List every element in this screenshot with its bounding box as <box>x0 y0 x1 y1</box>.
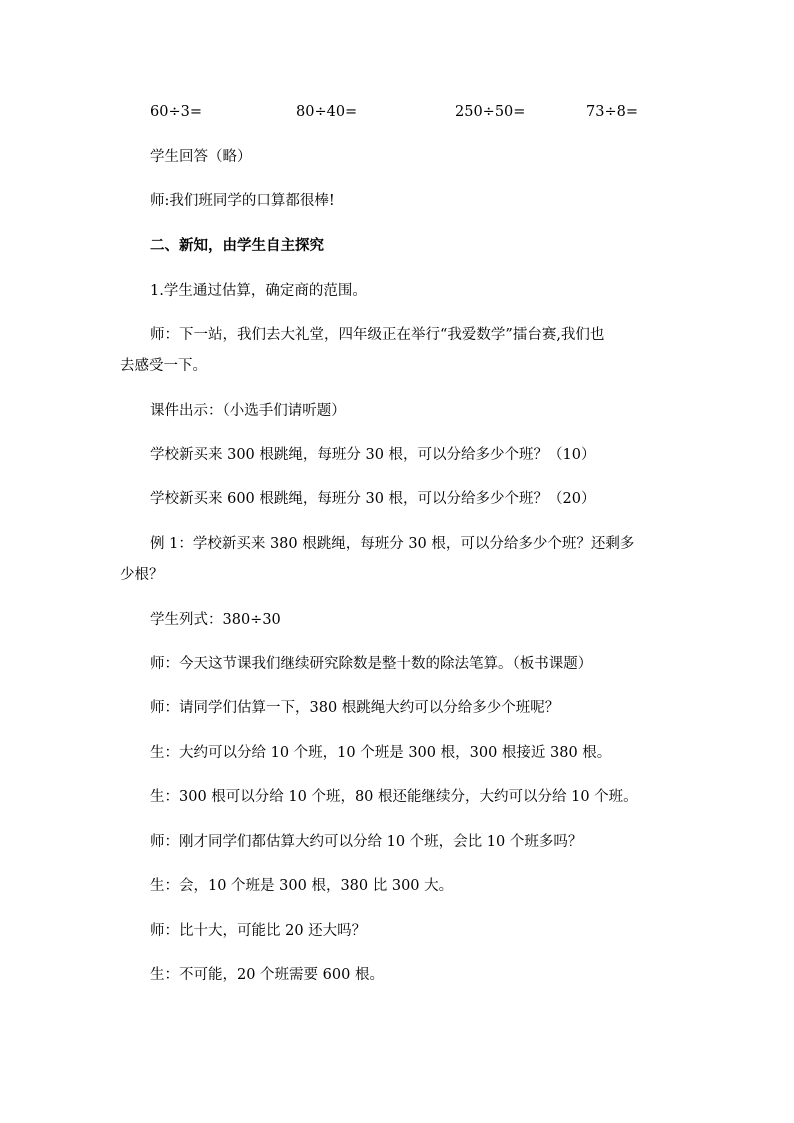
section-heading: 二、新知，由学生自主探究 <box>150 237 324 254</box>
paragraph-continuation: 少根？ <box>120 567 164 583</box>
paragraph: 师：下一站，我们去大礼堂，四年级正在举行“我爱数学”擂台赛,我们也 <box>150 327 605 343</box>
equation-1: 60÷3= <box>150 104 202 120</box>
paragraph: 师：请同学们估算一下，380 根跳绳大约可以分给多少个班呢？ <box>150 700 560 716</box>
paragraph: 师：刚才同学们都估算大约可以分给 10 个班，会比 10 个班多吗？ <box>150 834 583 850</box>
equation-2: 80÷40= <box>296 104 358 120</box>
paragraph: 师：今天这节课我们继续研究除数是整十数的除法笔算。（板书课题） <box>150 656 593 672</box>
paragraph: 学生回答（略） <box>150 149 252 165</box>
paragraph: 生：大约可以分给 10 个班，10 个班是 300 根，300 根接近 380 根。 <box>150 745 612 761</box>
paragraph: 学校新买来 300 根跳绳，每班分 30 根，可以分给多少个班？（10） <box>150 447 596 463</box>
paragraph: 生：300 根可以分给 10 个班，80 根还能继续分，大约可以分给 10 个班。 <box>150 789 638 805</box>
paragraph: 学生列式：380÷30 <box>150 612 281 628</box>
equation-4: 73÷8= <box>586 104 638 120</box>
paragraph: 生：不可能，20 个班需要 600 根。 <box>150 967 384 983</box>
paragraph-continuation: 去感受一下。 <box>120 358 207 374</box>
paragraph: 学校新买来 600 根跳绳，每班分 30 根，可以分给多少个班？（20） <box>150 491 596 507</box>
paragraph: 生：会，10 个班是 300 根，380 比 300 大。 <box>150 878 454 894</box>
paragraph: 例 1：学校新买来 380 根跳绳，每班分 30 根，可以分给多少个班？还剩多 <box>150 536 635 552</box>
paragraph: 1.学生通过估算，确定商的范围。 <box>150 283 367 299</box>
paragraph: 师:我们班同学的口算都很棒! <box>150 193 335 209</box>
paragraph: 课件出示：（小选手们请听题） <box>150 403 346 419</box>
equation-3: 250÷50= <box>455 104 526 120</box>
paragraph: 师：比十大，可能比 20 还大吗？ <box>150 923 367 939</box>
